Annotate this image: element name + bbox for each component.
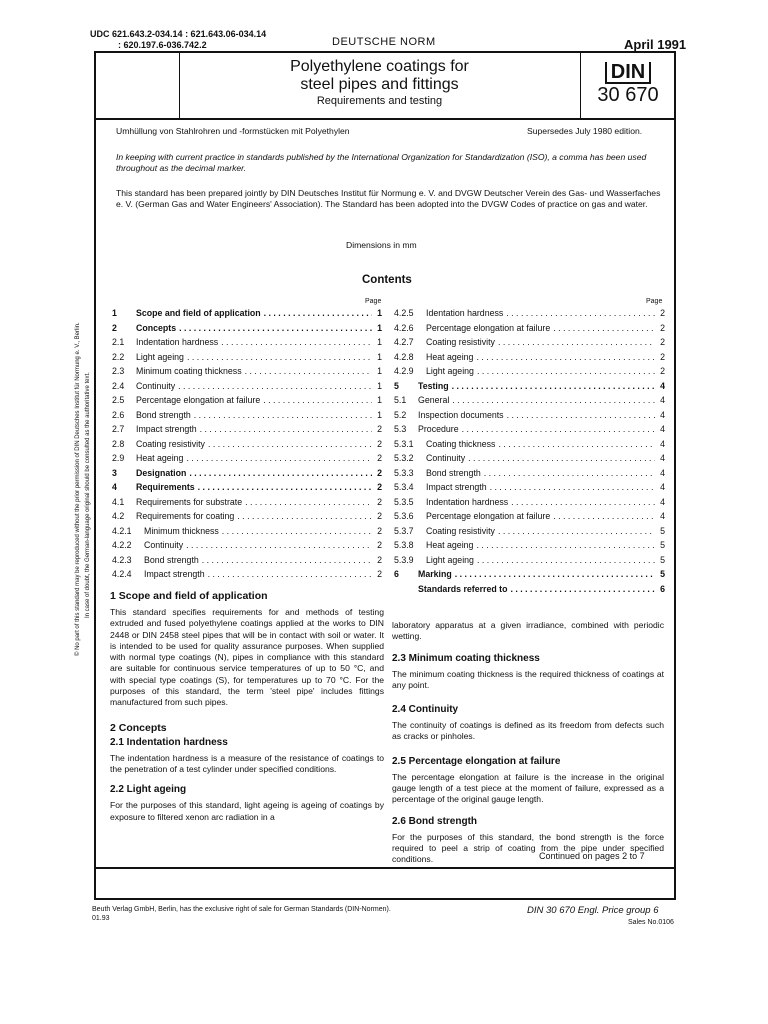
right-column xyxy=(392,620,664,866)
section-2-4-text: The continuity of coatings is defined as its freedom from defects such as cracks or pinholes. xyxy=(392,720,664,742)
toc-page: 2 xyxy=(377,482,382,492)
side-note-line-1: © No part of this standard may be reproduced without the prior permission of DIN Deutsches Institut für Normung e. V., Berlin. xyxy=(75,322,81,656)
sales-number: Sales No.0106 xyxy=(628,919,674,926)
toc-leader xyxy=(504,408,655,423)
toc-title: Light ageing xyxy=(136,351,184,362)
page-label-right: Page xyxy=(646,298,663,305)
udc-classification xyxy=(90,29,266,51)
side-note-line-2: In case of doubt, the German-language original should be consulted as the authoritative text. xyxy=(85,372,91,618)
toc-leader xyxy=(473,538,655,553)
section-2-6-heading: 2.6 Bond strength xyxy=(392,815,478,827)
toc-title: Continuity xyxy=(426,453,466,463)
toc-page: 1 xyxy=(377,337,382,347)
toc-page: 2 xyxy=(377,569,382,579)
toc-number: 5.3.1 xyxy=(394,438,414,449)
toc-number: 5.3.7 xyxy=(394,525,414,536)
toc-entry xyxy=(394,451,665,466)
toc-page: 4 xyxy=(660,395,665,405)
toc-title: Testing xyxy=(418,380,449,391)
toc-left xyxy=(112,306,382,582)
toc-entry xyxy=(394,364,665,379)
toc-entry xyxy=(394,335,665,350)
toc-title: Indentation hardness xyxy=(136,337,219,347)
toc-number: 6 xyxy=(394,569,399,579)
din-logo xyxy=(582,62,674,106)
toc-number: 2.1 xyxy=(112,337,125,347)
toc-number: 5.3.9 xyxy=(394,554,414,565)
toc-page: 1 xyxy=(377,380,382,391)
toc-number: 5.3.4 xyxy=(394,482,414,492)
toc-number: 2.9 xyxy=(112,453,125,463)
toc-page: 5 xyxy=(660,554,665,565)
toc-leader xyxy=(186,466,372,481)
toc-leader xyxy=(219,524,372,539)
toc-title: Requirements for substrate xyxy=(136,496,243,507)
toc-number: 2.6 xyxy=(112,409,125,420)
toc-number: 4.2.6 xyxy=(394,322,414,333)
toc-leader xyxy=(183,451,372,466)
toc-page: 4 xyxy=(660,482,665,492)
section-2-5-heading: 2.5 Percentage elongation at failure xyxy=(392,755,561,767)
toc-page: 1 xyxy=(377,351,382,362)
toc-leader xyxy=(175,379,372,394)
section-2-6-text: For the purposes of this standard, the bond strength is the force required to peel a strip of coating from the pipe under specified conditions. xyxy=(392,831,664,865)
footer-rule xyxy=(96,867,674,869)
footer-left xyxy=(92,905,391,923)
toc-entry xyxy=(112,495,382,510)
toc-number: 4.2.3 xyxy=(112,554,132,565)
toc-title: Light ageing xyxy=(426,366,474,376)
toc-page: 2 xyxy=(377,540,382,550)
section-2-2-text: For the purposes of this standard, light ageing is ageing of coatings by exposure to filtered xenon arc radiation in a xyxy=(110,800,384,822)
toc-title: Marking xyxy=(418,569,452,579)
toc-title: Minimum coating thickness xyxy=(136,366,242,376)
toc-entry xyxy=(112,321,382,336)
toc-number: 2.5 xyxy=(112,395,125,405)
document-subtitle: Requirements and testing xyxy=(316,95,443,107)
toc-page: 1 xyxy=(377,366,382,376)
toc-number: 5.3.3 xyxy=(394,467,414,478)
toc-leader xyxy=(449,393,655,408)
toc-number: 4.2.8 xyxy=(394,351,414,362)
toc-entry xyxy=(112,306,382,321)
toc-number: 2 xyxy=(112,322,117,333)
toc-leader xyxy=(473,350,655,365)
toc-number: 2.2 xyxy=(112,351,125,362)
toc-page: 5 xyxy=(660,569,665,579)
toc-title: Inspection documents xyxy=(418,409,504,420)
toc-number: 2.8 xyxy=(112,438,125,449)
toc-leader xyxy=(474,553,655,568)
toc-title: Heat ageing xyxy=(136,453,184,463)
toc-page: 1 xyxy=(377,395,382,405)
toc-entry xyxy=(394,538,665,553)
toc-page: 4 xyxy=(660,380,665,391)
toc-title: Bond strength xyxy=(426,467,481,478)
udc-line-2: : 620.197.6-036.742.2 xyxy=(118,40,207,50)
section-2-1-heading: 2.1 Indentation hardness xyxy=(110,736,228,748)
toc-leader xyxy=(205,437,372,452)
section-1-text: This standard specifies requirements for and methods of testing extruded and fused polyethylene coatings applied at the works to DIN 2448 or DIN 2458 steel pipes that will be in contact with soil or water. It is intended to be used for quality assurance purposes. When supplied with normal type coatings (N), pipes in compliance with this standard are suitable for continuous service temperatures of up to 50 °C, and with special type coatings (S), for temperatures up to 70 °C. For the purposes of this standard, the term 'steel pipe' includes fittings manufactured from such pipes. xyxy=(110,607,384,708)
toc-leader xyxy=(503,306,655,321)
continued-note: Continued on pages 2 to 7 xyxy=(539,851,645,861)
section-2-2-continued: laboratory apparatus at a given irradiance, combined with periodic wetting. xyxy=(392,620,664,642)
toc-entry xyxy=(394,321,665,336)
toc-title: Continuity xyxy=(144,540,184,550)
toc-page: 4 xyxy=(660,453,665,463)
toc-number: 5.3.6 xyxy=(394,511,414,521)
toc-entry xyxy=(112,509,382,524)
toc-leader xyxy=(260,393,372,408)
title-line-2: steel pipes and fittings xyxy=(300,76,459,93)
toc-leader xyxy=(495,335,655,350)
footer-code: 01.93 xyxy=(92,915,110,922)
toc-page: 2 xyxy=(660,308,665,318)
toc-number: 4.2.9 xyxy=(394,366,414,376)
toc-title: Designation xyxy=(136,467,187,478)
section-2-heading: 2 Concepts xyxy=(110,721,167,734)
toc-entry xyxy=(112,408,382,423)
toc-leader xyxy=(550,509,655,524)
din-number: 30 670 xyxy=(597,84,659,106)
toc-number: 4.2.2 xyxy=(112,540,132,550)
toc-title: Heat ageing xyxy=(426,351,474,362)
toc-title: General xyxy=(418,395,450,405)
toc-page: 6 xyxy=(660,583,665,594)
toc-page: 4 xyxy=(660,409,665,420)
toc-title: Impact strength xyxy=(136,424,197,434)
document-title xyxy=(178,58,581,94)
toc-entry xyxy=(112,567,382,582)
toc-page: 4 xyxy=(660,511,665,521)
toc-number: 4.2.1 xyxy=(112,525,132,536)
toc-title: Impact strength xyxy=(144,569,205,579)
toc-leader xyxy=(184,350,372,365)
din-word: DIN xyxy=(605,62,651,84)
toc-page: 1 xyxy=(377,322,382,333)
toc-entry xyxy=(394,408,665,423)
toc-number: 5.3.8 xyxy=(394,540,414,550)
toc-title: Identation hardness xyxy=(426,308,504,318)
section-2-2-heading: 2.2 Light ageing xyxy=(110,784,187,796)
toc-leader xyxy=(183,538,372,553)
supersedes-note: Supersedes July 1980 edition. xyxy=(527,126,643,136)
toc-page: 4 xyxy=(660,467,665,478)
section-2-3-heading: 2.3 Minimum coating thickness xyxy=(392,652,540,664)
toc-title: Coating resistivity xyxy=(426,525,495,536)
toc-title: Indentation hardness xyxy=(426,496,509,507)
toc-entry xyxy=(112,350,382,365)
toc-leader xyxy=(176,321,372,336)
copyright-side-note xyxy=(64,258,100,658)
toc-leader xyxy=(205,567,372,582)
norm-label: DEUTSCHE NORM xyxy=(332,36,436,48)
toc-entry xyxy=(394,466,665,481)
toc-title: Scope and field of application xyxy=(136,308,261,318)
toc-title: Minimum thickness xyxy=(144,525,219,536)
toc-leader xyxy=(481,466,655,481)
toc-leader xyxy=(507,582,655,597)
toc-leader xyxy=(191,408,372,423)
toc-number: 5.3 xyxy=(394,424,407,434)
page-label-left: Page xyxy=(365,298,382,305)
issue-date: April 1991 xyxy=(624,37,687,52)
toc-number: 5.3.2 xyxy=(394,453,414,463)
toc-page: 1 xyxy=(377,409,382,420)
toc-entry xyxy=(112,524,382,539)
toc-leader xyxy=(242,364,372,379)
toc-entry xyxy=(112,466,382,481)
toc-leader xyxy=(495,437,655,452)
toc-title: Concepts xyxy=(136,322,177,333)
toc-title: Standards referred to xyxy=(418,583,508,594)
contents-heading: Contents xyxy=(362,274,412,286)
toc-entry xyxy=(112,393,382,408)
toc-title: Continuity xyxy=(136,380,176,391)
toc-number: 2.7 xyxy=(112,424,125,434)
section-2-3-text: The minimum coating thickness is the required thickness of coatings at any point. xyxy=(392,668,664,690)
toc-entry xyxy=(112,437,382,452)
german-title: Umhüllung von Stahlrohren und -formstücken mit Polyethylen xyxy=(116,126,350,136)
toc-page: 2 xyxy=(377,525,382,536)
toc-page: 2 xyxy=(660,351,665,362)
toc-entry xyxy=(394,422,665,437)
toc-title: Percentage elongation at failure xyxy=(426,511,551,521)
toc-number: 2.3 xyxy=(112,366,125,376)
toc-entry xyxy=(394,509,665,524)
footer-din-ref: DIN 30 670 Engl. Price group 6 xyxy=(527,905,659,916)
toc-number: 5 xyxy=(394,380,399,391)
udc-line-1: UDC 621.643.2-034.14 : 621.643.06-034.14 xyxy=(90,29,267,39)
toc-leader xyxy=(261,306,372,321)
toc-title: Bond strength xyxy=(144,554,199,565)
title-line-1: Polyethylene coatings for xyxy=(290,58,469,75)
toc-leader xyxy=(487,480,655,495)
toc-leader xyxy=(195,480,372,495)
toc-entry xyxy=(394,437,665,452)
toc-number: 4.2 xyxy=(112,511,125,521)
section-2-5-text: The percentage elongation at failure is the increase in the original gauge length of a test piece at the moment of failure, expressed as a percentage of the original gauge length. xyxy=(392,771,664,805)
toc-entry xyxy=(394,495,665,510)
toc-page: 2 xyxy=(660,366,665,376)
toc-number: 4 xyxy=(112,482,117,492)
section-2-4-heading: 2.4 Continuity xyxy=(392,704,459,716)
toc-title: Coating resistivity xyxy=(426,337,495,347)
toc-number: 5.3.5 xyxy=(394,496,414,507)
section-1-heading: 1 Scope and field of application xyxy=(110,590,268,602)
toc-entry xyxy=(112,553,382,568)
toc-number: 4.1 xyxy=(112,496,125,507)
toc-title: Requirements for coating xyxy=(136,511,235,521)
toc-title: Coating resistivity xyxy=(136,438,205,449)
left-column xyxy=(110,590,384,823)
dimensions-note: Dimensions in mm xyxy=(346,240,417,250)
toc-entry xyxy=(112,538,382,553)
toc-entry xyxy=(394,480,665,495)
toc-leader xyxy=(465,451,655,466)
toc-page: 2 xyxy=(660,337,665,347)
toc-page: 2 xyxy=(377,424,382,434)
toc-leader xyxy=(449,379,655,394)
toc-page: 2 xyxy=(377,511,382,521)
iso-note: In keeping with current practice in standards published by the International Organization for Standardization (ISO), a comma has been used throughout as the decimal marker. xyxy=(116,152,647,174)
toc-leader xyxy=(550,321,655,336)
toc-page: 2 xyxy=(377,438,382,449)
toc-number: 4.2.7 xyxy=(394,337,414,347)
toc-entry xyxy=(394,379,665,394)
toc-page: 4 xyxy=(660,496,665,507)
toc-leader xyxy=(474,364,655,379)
toc-number: 1 xyxy=(112,308,117,318)
toc-entry xyxy=(394,393,665,408)
toc-title: Heat ageing xyxy=(426,540,474,550)
toc-title: Impact strength xyxy=(426,482,487,492)
toc-entry xyxy=(394,567,665,582)
toc-page: 5 xyxy=(660,540,665,550)
toc-page: 2 xyxy=(377,554,382,565)
toc-page: 4 xyxy=(660,438,665,449)
toc-title: Light ageing xyxy=(426,554,474,565)
toc-leader xyxy=(197,422,372,437)
toc-entry xyxy=(112,451,382,466)
toc-page: 2 xyxy=(660,322,665,333)
toc-entry xyxy=(112,422,382,437)
toc-page: 1 xyxy=(377,308,382,318)
publisher-note: Beuth Verlag GmbH, Berlin, has the exclusive right of sale for German Standards (DIN-Normen). xyxy=(92,906,391,913)
toc-leader xyxy=(459,422,655,437)
toc-number: 5.2 xyxy=(394,409,407,420)
toc-right xyxy=(394,306,665,596)
toc-entry xyxy=(394,553,665,568)
toc-leader xyxy=(508,495,655,510)
toc-entry xyxy=(394,524,665,539)
toc-entry xyxy=(112,379,382,394)
toc-number: 2.4 xyxy=(112,380,125,391)
toc-title: Procedure xyxy=(418,424,459,434)
toc-entry xyxy=(394,350,665,365)
toc-title: Bond strength xyxy=(136,409,191,420)
toc-leader xyxy=(234,509,372,524)
toc-number: 4.2.5 xyxy=(394,308,414,318)
toc-page: 5 xyxy=(660,525,665,536)
toc-title: Percentage elongation at failure xyxy=(136,395,261,405)
prepared-note: This standard has been prepared jointly by DIN Deutsches Institut für Normung e. V. and DVGW Deutscher Verein des Gas- und Wasserfaches e. V. (German Gas and Water Engineers' Association). The Standard has been adopted into the DVGW Codes of practice on gas and water. xyxy=(116,188,661,210)
toc-leader xyxy=(218,335,372,350)
section-2-1-text: The indentation hardness is a measure of the resistance of coatings to the penetration of a test cylinder under specified conditions. xyxy=(110,752,384,774)
toc-page: 2 xyxy=(377,453,382,463)
toc-page: 2 xyxy=(377,467,382,478)
toc-page: 4 xyxy=(660,424,665,434)
toc-leader xyxy=(242,495,372,510)
toc-page: 2 xyxy=(377,496,382,507)
toc-number: 5.1 xyxy=(394,395,407,405)
toc-entry xyxy=(112,335,382,350)
toc-title: Percentage elongation at failure xyxy=(426,322,551,333)
toc-entry xyxy=(112,480,382,495)
toc-title: Coating thickness xyxy=(426,438,496,449)
toc-number: 4.2.4 xyxy=(112,569,132,579)
toc-leader xyxy=(495,524,655,539)
toc-title: Requirements xyxy=(136,482,195,492)
toc-number xyxy=(394,582,418,597)
toc-entry xyxy=(394,582,665,597)
toc-entry xyxy=(394,306,665,321)
toc-number: 3 xyxy=(112,467,117,478)
toc-entry xyxy=(112,364,382,379)
toc-leader xyxy=(452,567,655,582)
toc-leader xyxy=(199,553,372,568)
